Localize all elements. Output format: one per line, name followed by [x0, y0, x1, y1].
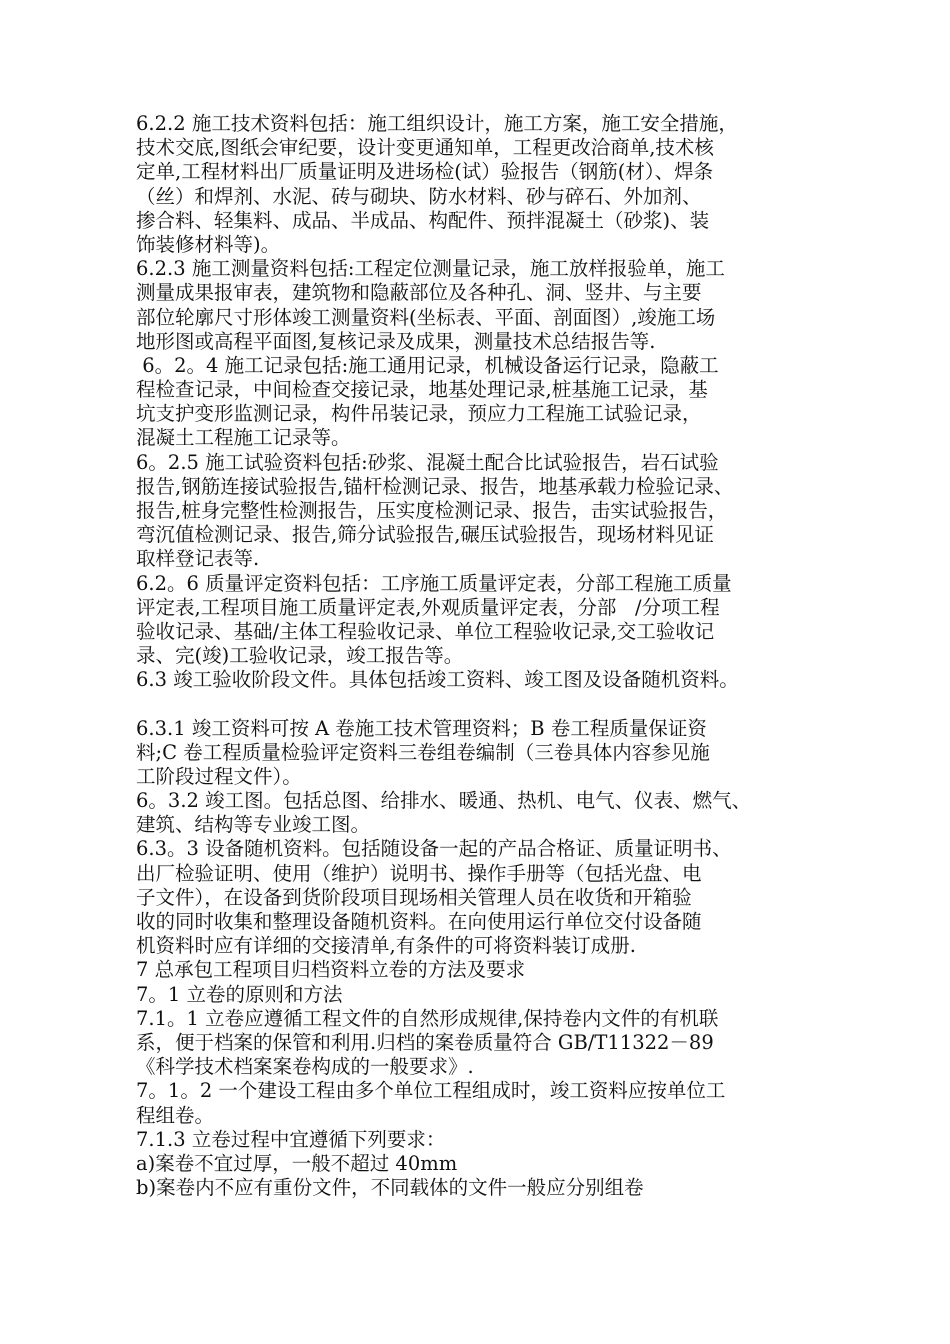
text-line: 饰装修材料等)。	[136, 232, 281, 256]
list-item-a	[136, 1152, 826, 1176]
paragraph-6-2-4	[136, 354, 826, 451]
text-line: 出厂检验证明、使用（维护）说明书、操作手册等（包括光盘、电	[136, 861, 702, 885]
paragraph-6-2-3	[136, 257, 826, 354]
heading-section-7	[136, 958, 826, 982]
text-line: 建筑、结构等专业竣工图。	[136, 813, 371, 837]
paragraph-7-1-2	[136, 1079, 826, 1127]
text-line: 系，便于档案的保管和利用.归档的案卷质量符合 GB/T11322－89	[136, 1030, 714, 1054]
text-line: 7.1.3 立卷过程中宜遵循下列要求：	[136, 1127, 446, 1151]
paragraph-6-2-2	[136, 112, 826, 257]
text-line: 7.1。1 立卷应遵循工程文件的自然形成规律,保持卷内文件的有机联	[136, 1006, 719, 1030]
text-line: 收的同时收集和整理设备随机资料。在向使用运行单位交付设备随	[136, 910, 702, 933]
paragraph-7-1-1	[136, 1007, 826, 1080]
text-line: 《科学技术档案案卷构成的一般要求》.	[136, 1055, 474, 1079]
paragraph-6-2-6	[136, 572, 826, 669]
paragraph-spacer	[136, 693, 826, 717]
text-line: 报告,钢筋连接试验报告,锚杆检测记录、报告，地基承载力检验记录、	[136, 474, 734, 498]
paragraph-6-3-1	[136, 717, 826, 790]
paragraph-6-3-2	[136, 789, 826, 837]
text-line: 子文件），在设备到货阶段项目现场相关管理人员在收货和开箱验	[136, 885, 692, 909]
text-line: 6.3。3 设备随机资料。包括随设备一起的产品合格证、质量证明书、	[136, 837, 732, 861]
text-line: 6.2。6 质量评定资料包括：工序施工质量评定表，分部工程施工质量	[136, 571, 732, 595]
paragraph-6-2-5	[136, 451, 826, 572]
text-line: 程组卷。	[136, 1103, 215, 1127]
text-line: b)案卷内不应有重份文件，不同载体的文件一般应分别组卷	[136, 1176, 644, 1200]
text-line: 评定表,工程项目施工质量评定表,外观质量评定表，分部 /分项工程	[136, 595, 720, 619]
text-line: a)案卷不宜过厚，一般不超过 40mm	[136, 1151, 458, 1175]
text-line: 6。3.2 竣工图。包括总图、给排水、暖通、热机、电气、仪表、燃气、	[136, 789, 752, 813]
text-line: 验收记录、基础/主体工程验收记录、单位工程验收记录,交工验收记	[136, 619, 715, 643]
text-line: 7。1 立卷的原则和方法	[136, 982, 343, 1006]
text-line: 6.3 竣工验收阶段文件。具体包括竣工资料、竣工图及设备随机资料。	[136, 668, 739, 692]
text-line: 7。1。2 一个建设工程由多个单位工程组成时，竣工资料应按单位工	[136, 1079, 726, 1103]
text-line: 程检查记录，中间检查交接记录，地基处理记录,桩基施工记录，基	[136, 378, 708, 402]
text-line: 6。2.5 施工试验资料包括:砂浆、混凝土配合比试验报告，岩石试验	[136, 450, 719, 474]
document-body	[136, 112, 826, 1200]
text-line: 7 总承包工程项目归档资料立卷的方法及要求	[136, 958, 526, 982]
text-line: 地形图或高程平面图,复核记录及成果，测量技术总结报告等.	[136, 329, 656, 353]
text-line: 弯沉值检测记录、报告,筛分试验报告,碾压试验报告，现场材料见证	[136, 523, 714, 547]
text-line: 混凝土工程施工记录等。	[136, 426, 351, 450]
text-line: 工阶段过程文件）。	[136, 764, 302, 788]
text-line: 6.3.1 竣工资料可按 A 卷施工技术管理资料；B 卷工程质量保证资	[136, 716, 707, 740]
text-line: 6.2.3 施工测量资料包括:工程定位测量记录，施工放样报验单，施工	[136, 257, 725, 281]
text-line: 测量成果报审表，建筑物和隐蔽部位及各种孔、洞、竖井、与主要	[136, 281, 702, 305]
paragraph-7-1-3	[136, 1128, 826, 1152]
text-line: 定单,工程材料出厂质量证明及进场检(试）验报告（钢筋(材）、焊条	[136, 160, 714, 184]
text-line: （丝）和焊剂、水泥、砖与砌块、防水材料、砂与碎石、外加剂、	[136, 184, 702, 208]
text-line: 技术交底,图纸会审纪要，设计变更通知单，工程更改洽商单,技术核	[136, 136, 714, 160]
text-line: 取样登记表等.	[136, 547, 260, 571]
text-line: 掺合料、轻集料、成品、半成品、构配件、预拌混凝土（砂浆)、装	[136, 208, 710, 232]
paragraph-6-3-3	[136, 837, 826, 958]
text-line: 录、完(竣)工验收记录，竣工报告等。	[136, 644, 464, 668]
text-line: 6.2.2 施工技术资料包括：施工组织设计，施工方案，施工安全措施，	[136, 112, 738, 135]
text-line: 料;C 卷工程质量检验评定资料三卷组卷编制（三卷具体内容参见施	[136, 740, 710, 764]
text-line: 报告,桩身完整性检测报告，压实度检测记录、报告，击实试验报告，	[136, 499, 728, 522]
text-line: 机资料时应有详细的交接清单,有条件的可将资料装订成册.	[136, 934, 636, 958]
list-item-b	[136, 1176, 826, 1200]
text-line: 6。2。4 施工记录包括:施工通用记录，机械设备运行记录，隐蔽工	[136, 353, 719, 377]
text-line: 坑支护变形监测记录，构件吊装记录，预应力工程施工试验记录，	[136, 402, 702, 426]
text-line: 部位轮廓尺寸形体竣工测量资料(坐标表、平面、剖面图）,竣施工场	[136, 305, 716, 329]
paragraph-6-3	[136, 668, 826, 692]
heading-section-7-1	[136, 983, 826, 1007]
